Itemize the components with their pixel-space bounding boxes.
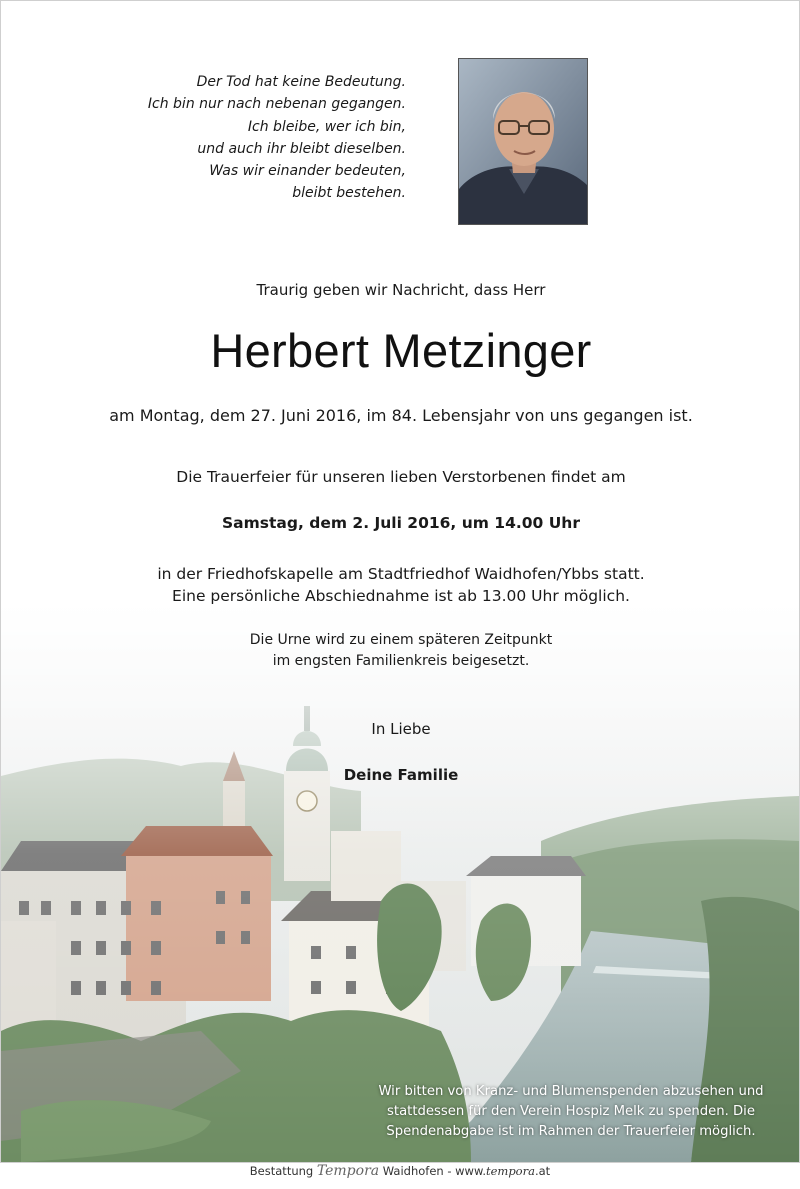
urn-line: im engsten Familienkreis beigesetzt. [272, 653, 530, 669]
ceremony-date: Samstag, dem 2. Juli 2016, um 14.00 Uhr [222, 514, 580, 532]
town-landscape-image [1, 601, 799, 1162]
donation-line: stattdessen für den Verein Hospiz Melk zu spenden. Die [387, 1104, 755, 1119]
death-statement: am Montag, dem 27. Juni 2016, im 84. Lebensjahr von uns gegangen ist. [109, 406, 693, 425]
memorial-poem [121, 71, 406, 205]
ceremony-intro: Die Trauerfeier für unseren lieben Verstorbenen findet am [176, 468, 626, 486]
notice-intro: Traurig geben wir Nachricht, dass Herr [256, 281, 546, 299]
footer-prefix: Bestattung [249, 1164, 314, 1178]
place-line: Eine persönliche Abschiednahme ist ab 13.00 Uhr möglich. [172, 587, 630, 605]
poem-line: Ich bin nur nach nebenan gegangen. [147, 96, 406, 113]
ceremony-place [1, 563, 800, 607]
urn-line: Die Urne wird zu einem späteren Zeitpunkt [249, 632, 553, 648]
deceased-name: Herbert Metzinger [210, 324, 592, 377]
donation-line: Spendenabgabe ist im Rahmen der Trauerfeier möglich. [386, 1124, 756, 1139]
deceased-portrait-photo [458, 58, 588, 225]
funeral-home-logo: Tempora [316, 1163, 380, 1179]
footer-site-suffix: .at [534, 1164, 551, 1178]
donation-line: Wir bitten von Kranz- und Blumenspenden abzusehen und [378, 1084, 764, 1099]
urn-note [1, 630, 800, 672]
footer-site-brand: tempora [485, 1164, 535, 1178]
family-signature: Deine Familie [343, 766, 459, 784]
poem-line: Was wir einander bedeuten, [209, 163, 406, 180]
funeral-home-footer [0, 1163, 800, 1179]
poem-line: bleibt bestehen. [292, 185, 406, 202]
donation-request [371, 1082, 771, 1142]
footer-location: Waidhofen - www. [382, 1164, 486, 1178]
poem-line: und auch ihr bleibt dieselben. [197, 140, 406, 157]
closing-phrase: In Liebe [371, 720, 431, 738]
poem-line: Der Tod hat keine Bedeutung. [196, 74, 406, 90]
poem-line: Ich bleibe, wer ich bin, [247, 118, 406, 135]
place-line: in der Friedhofskapelle am Stadtfriedhof Waidhofen/Ybbs statt. [157, 565, 645, 583]
